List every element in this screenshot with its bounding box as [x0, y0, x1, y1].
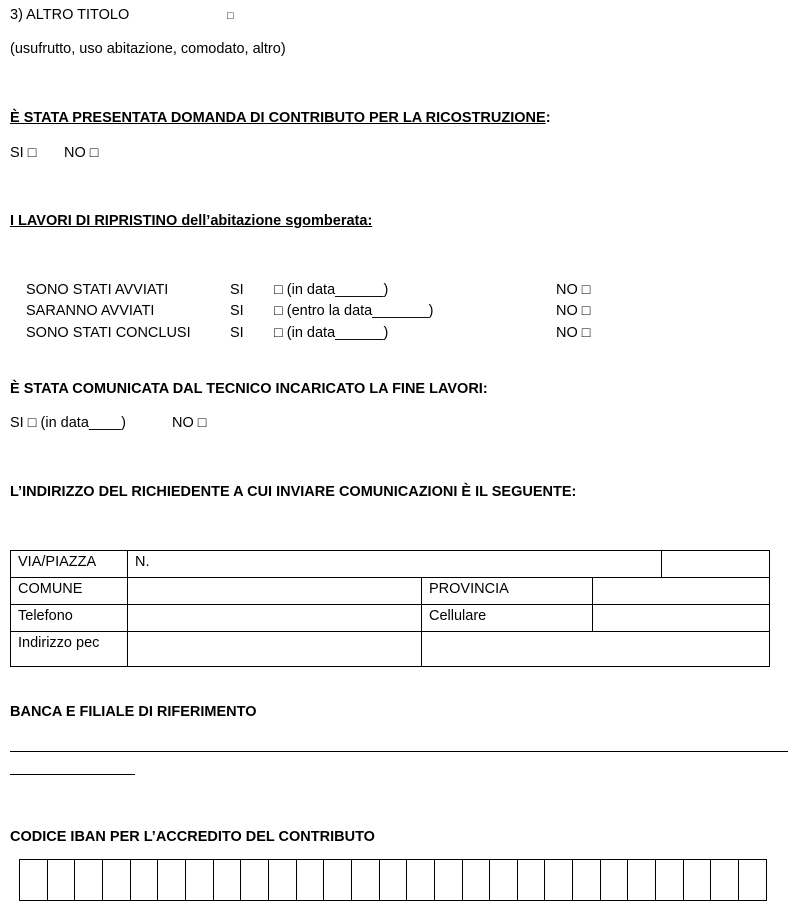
- lavori-row-no[interactable]: NO □: [556, 303, 591, 319]
- domanda-colon: :: [545, 110, 551, 126]
- iban-cell[interactable]: [158, 860, 186, 901]
- iban-cell[interactable]: [434, 860, 462, 901]
- via-label: VIA/PIAZZA: [11, 551, 128, 578]
- iban-cell[interactable]: [683, 860, 711, 901]
- banca-heading: BANCA E FILIALE DI RIFERIMENTO: [10, 704, 257, 720]
- iban-cell[interactable]: [517, 860, 545, 901]
- comune-field[interactable]: [128, 578, 422, 605]
- lavori-row-si-detail[interactable]: □ (entro la data_______): [274, 303, 434, 319]
- iban-cell[interactable]: [296, 860, 324, 901]
- telefono-field[interactable]: [128, 605, 422, 632]
- domanda-no-option[interactable]: NO □: [64, 145, 99, 161]
- numero-label: N.: [135, 554, 150, 570]
- iban-cell[interactable]: [324, 860, 352, 901]
- comune-label: COMUNE: [11, 578, 128, 605]
- lavori-row-si: SI: [230, 325, 244, 341]
- iban-heading: CODICE IBAN PER L’ACCREDITO DEL CONTRIBUTO: [10, 829, 375, 845]
- iban-cell[interactable]: [351, 860, 379, 901]
- iban-cell[interactable]: [47, 860, 75, 901]
- pec-field[interactable]: [128, 632, 422, 667]
- lavori-heading: I LAVORI DI RIPRISTINO dell’abitazione sgomberata:: [10, 213, 373, 229]
- provincia-label: PROVINCIA: [422, 578, 593, 605]
- iban-cell[interactable]: [20, 860, 48, 901]
- iban-cell[interactable]: [379, 860, 407, 901]
- cellulare-label: Cellulare: [422, 605, 593, 632]
- fine-lavori-si-option[interactable]: SI □ (in data____): [10, 415, 126, 431]
- domanda-question: [10, 109, 551, 127]
- telefono-label: Telefono: [11, 605, 128, 632]
- domanda-si-option[interactable]: SI □: [10, 145, 37, 161]
- altro-titolo-note: (usufrutto, uso abitazione, comodato, altro): [10, 41, 286, 57]
- iban-cell[interactable]: [75, 860, 103, 901]
- iban-cell[interactable]: [628, 860, 656, 901]
- lavori-row-si: SI: [230, 303, 244, 319]
- iban-cell[interactable]: [600, 860, 628, 901]
- iban-cell[interactable]: [739, 860, 767, 901]
- provincia-field[interactable]: [593, 578, 770, 605]
- iban-cell[interactable]: [407, 860, 435, 901]
- iban-cell[interactable]: [130, 860, 158, 901]
- cellulare-field[interactable]: [593, 605, 770, 632]
- numero-field[interactable]: [662, 551, 770, 578]
- iban-cell[interactable]: [573, 860, 601, 901]
- lavori-row-si-detail[interactable]: □ (in data______): [274, 282, 389, 298]
- iban-cell[interactable]: [656, 860, 684, 901]
- lavori-row-no[interactable]: NO □: [556, 282, 591, 298]
- lavori-row-no[interactable]: NO □: [556, 325, 591, 341]
- iban-cell[interactable]: [490, 860, 518, 901]
- pec-field-extra[interactable]: [422, 632, 770, 667]
- iban-cell[interactable]: [102, 860, 130, 901]
- iban-cell[interactable]: [545, 860, 573, 901]
- iban-cell[interactable]: [241, 860, 269, 901]
- iban-cell[interactable]: [213, 860, 241, 901]
- indirizzo-heading: L’INDIRIZZO DEL RICHIEDENTE A CUI INVIARE COMUNICAZIONI È IL SEGUENTE:: [10, 484, 577, 500]
- altro-titolo-label: 3) ALTRO TITOLO: [10, 7, 130, 23]
- domanda-question-text: È STATA PRESENTATA DOMANDA DI CONTRIBUTO PER LA RICOSTRUZIONE: [10, 110, 546, 126]
- lavori-row-si-detail[interactable]: □ (in data______): [274, 325, 389, 341]
- pec-label: Indirizzo pec: [11, 632, 128, 667]
- iban-cell[interactable]: [185, 860, 213, 901]
- iban-cell[interactable]: [711, 860, 739, 901]
- altro-titolo-checkbox[interactable]: □: [227, 10, 234, 22]
- lavori-row-label: SONO STATI CONCLUSI: [26, 325, 191, 341]
- iban-cell[interactable]: [462, 860, 490, 901]
- lavori-row-si: SI: [230, 282, 244, 298]
- lavori-row-label: SONO STATI AVVIATI: [26, 282, 169, 298]
- fine-lavori-no-option[interactable]: NO □: [172, 415, 207, 431]
- banca-input-line[interactable]: [10, 751, 788, 752]
- via-numero-field[interactable]: [128, 551, 662, 578]
- lavori-row-label: SARANNO AVVIATI: [26, 303, 155, 319]
- iban-cell[interactable]: [268, 860, 296, 901]
- address-table: [10, 550, 770, 667]
- fine-lavori-question: È STATA COMUNICATA DAL TECNICO INCARICATO LA FINE LAVORI:: [10, 381, 488, 397]
- banca-input-line-continued[interactable]: [10, 774, 135, 775]
- iban-grid: [19, 859, 767, 901]
